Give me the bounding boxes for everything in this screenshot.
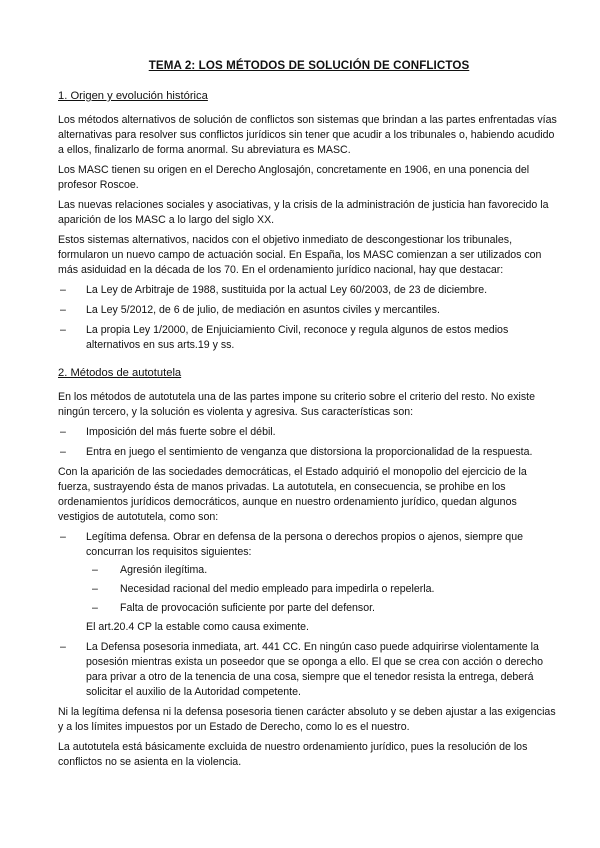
sub-list-item: – Necesidad racional del medio empleado para impedirla o repelerla. bbox=[86, 582, 560, 597]
legitima-note: El art.20.4 CP la estable como causa eximente. bbox=[86, 621, 309, 633]
section-1-heading: 1. Origen y evolución histórica bbox=[58, 90, 208, 102]
paragraph: Ni la legítima defensa ni la defensa posesoria tienen carácter absoluto y se deben ajustar a las exigencias y a los límites impuestos por un Estado de Derecho, como lo es el nuestro. bbox=[58, 706, 556, 733]
sub-list-item: – Falta de provocación suficiente por parte del defensor. bbox=[86, 601, 560, 616]
law-list bbox=[58, 283, 560, 353]
paragraph: Con la aparición de las sociedades democráticas, el Estado adquirió el monopolio del ejercicio de la fuerza, sustrayendo ésta de manos privadas. La autotutela, en consecuencia, se prohibe en los ordenamientos jurídicos democráticos, aunque en nuestro ordenamiento jurídico, quedan algunos vestigios de autotutela, como son: bbox=[58, 466, 527, 523]
paragraph: Las nuevas relaciones sociales y asociativas, y la crisis de la administración de justicia han favorecido la aparición de los MASC a lo largo del siglo XX. bbox=[58, 199, 549, 226]
list-item: – La propia Ley 1/2000, de Enjuiciamiento Civil, reconoce y regula algunos de estos medios alternativos en sus arts.19 y ss. bbox=[58, 323, 560, 353]
document-title: TEMA 2: LOS MÉTODOS DE SOLUCIÓN DE CONFLICTOS bbox=[148, 59, 470, 72]
list-item: – La Ley de Arbitraje de 1988, sustituida por la actual Ley 60/2003, de 23 de diciembre. bbox=[58, 283, 560, 298]
paragraph: Los MASC tienen su origen en el Derecho Anglosajón, concretamente en 1906, en una ponencia del profesor Roscoe. bbox=[58, 164, 530, 191]
characteristics-list bbox=[58, 425, 560, 460]
paragraph: Los métodos alternativos de solución de conflictos son sistemas que brindan a las partes enfrentadas vías alternativas para resolver sus conflictos jurídicos sin tener que acudir a los tribunales o, habiendo acudido a ellos, finalizarlo de forma anormal. Su abreviatura es MASC. bbox=[58, 114, 557, 156]
list-item: – La Ley 5/2012, de 6 de julio, de mediación en asuntos civiles y mercantiles. bbox=[58, 303, 560, 318]
paragraph: Estos sistemas alternativos, nacidos con el objetivo inmediato de descongestionar los tribunales, formularon un nuevo campo de actuación social. En España, los MASC comienzan a ser utilizados con más asiduidad en la década de los 70. En el ordenamiento jurídico nacional, hay que destacar: bbox=[58, 234, 542, 276]
paragraph: En los métodos de autotutela una de las partes impone su criterio sobre el criterio del resto. No existe ningún tercero, y la solución es violenta y agresiva. Sus características son: bbox=[58, 391, 535, 418]
section-2-heading: 2. Métodos de autotutela bbox=[58, 367, 182, 379]
list-item-text: Legítima defensa. Obrar en defensa de la persona o derechos propios o ajenos, siempre que concurran los requisitos siguientes: bbox=[86, 531, 523, 558]
requirements-list bbox=[86, 563, 560, 616]
section-origen bbox=[58, 89, 560, 353]
list-item-legitima-defensa bbox=[58, 530, 560, 635]
vestiges-list bbox=[58, 530, 560, 700]
paragraph: La autotutela está básicamente excluida de nuestro ordenamiento jurídico, pues la resolución de los conflictos no se asienta en la violencia. bbox=[58, 741, 528, 768]
section-autotutela bbox=[58, 366, 560, 770]
sub-list-item: – Agresión ilegítima. bbox=[86, 563, 560, 578]
section-spacer bbox=[58, 358, 560, 366]
list-item: – Imposición del más fuerte sobre el débil. bbox=[58, 425, 560, 440]
list-item-defensa-posesoria: – La Defensa posesoria inmediata, art. 441 CC. En ningún caso puede adquirirse violentamente la posesión mientras exista un poseedor que se oponga a ello. El que se crea con acción o derecho para privar a otro de la tenencia de una cosa, siempre que el tenedor resista la entrega, deberá solicitar el auxilio de la Autoridad competente. bbox=[58, 640, 560, 700]
list-item: – Entra en juego el sentimiento de venganza que distorsiona la proporcionalidad de la respuesta. bbox=[58, 445, 560, 460]
